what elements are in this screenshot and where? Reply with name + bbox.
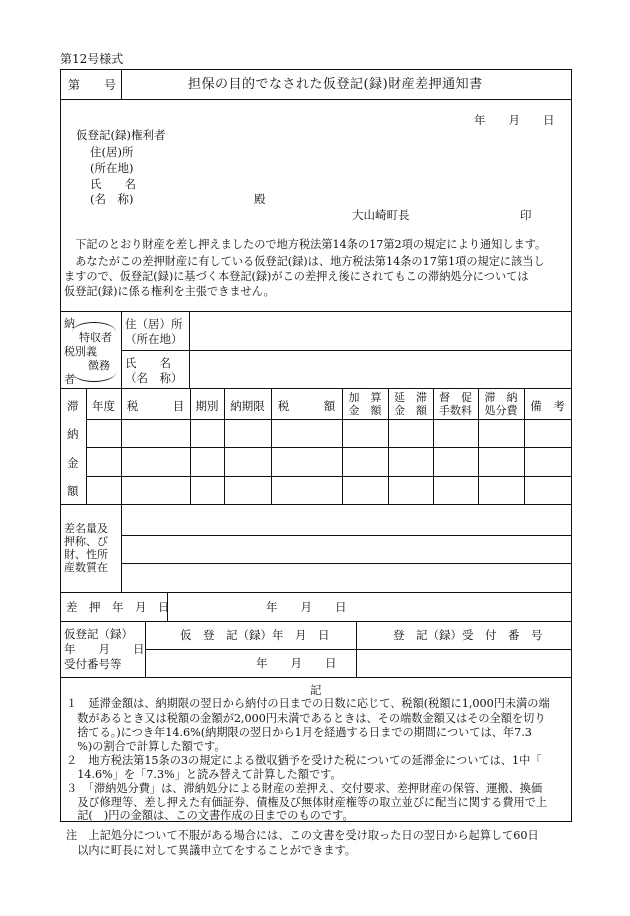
seized-property-label: 押称、び bbox=[64, 535, 108, 548]
taxpayer-label: 徴務 bbox=[88, 359, 110, 372]
taxpayer-label: 税別義 bbox=[64, 345, 97, 358]
note-line: ２ 地方税法第15条の3の規定による徴収猶予を受けた税についての延滞金については、1中「 bbox=[66, 754, 542, 767]
column-header: 督 促 手数料 bbox=[439, 391, 472, 417]
footer-note: 注 上記処分について不服がある場合には、この文書を受け取った日の翌日から起算して60日 bbox=[66, 829, 539, 842]
arrears-side-label: 金 bbox=[67, 456, 79, 470]
column-header: 滞 納 処分費 bbox=[484, 391, 518, 417]
note-line: %)の割合で計算した額です。 bbox=[66, 740, 226, 753]
divider bbox=[86, 419, 571, 420]
column-header: 年度 bbox=[92, 399, 115, 413]
arrears-side-label: 額 bbox=[67, 484, 79, 498]
divider bbox=[61, 388, 571, 389]
notes-title: 記 bbox=[310, 683, 322, 697]
rightsholder-label: 仮登記(録)権利者 bbox=[76, 128, 166, 142]
body-line: 仮登記(録)に係る権利を主張できません。 bbox=[64, 285, 275, 298]
taxpayer-name-label: 氏 名 bbox=[125, 356, 171, 370]
divider bbox=[61, 99, 571, 100]
provisional-date-header: 仮 登 記（録）年 月 日 bbox=[180, 628, 330, 642]
divider bbox=[121, 563, 571, 564]
body-line: 下記のとおり財産を差し押えましたので地方税法第14条の17第2項の規定により通知します。 bbox=[64, 238, 547, 251]
note-line: 捨てる。)につき年14.6%(納期限の翌日から1月を経過する日までの期間については、年7.3 bbox=[66, 726, 532, 739]
note-line: 14.6%」を「7.3%」と読み替えて計算した額です。 bbox=[66, 768, 342, 781]
divider bbox=[61, 621, 571, 622]
note-line: 記( )円の金額は、この文書作成の日までのものです。 bbox=[66, 809, 354, 822]
registration-number-header: 登 記（録）受 付 番 号 bbox=[393, 628, 543, 642]
location-label: (所在地) bbox=[90, 161, 134, 175]
divider bbox=[61, 677, 571, 678]
name-label: 氏 名 bbox=[90, 177, 136, 191]
document-title: 担保の目的でなされた仮登記(録)財産差押通知書 bbox=[188, 77, 483, 92]
divider bbox=[61, 311, 571, 312]
divider bbox=[86, 447, 571, 448]
issuer-name: 大山崎町長 bbox=[352, 208, 410, 222]
footer-note: 以内に町長に対して異議申立てをすることができます。 bbox=[66, 844, 356, 857]
divider bbox=[145, 649, 571, 650]
corp-name-label: (名 称) bbox=[90, 192, 134, 206]
seal-mark: 印 bbox=[520, 208, 532, 222]
arrears-side-label: 納 bbox=[67, 427, 79, 441]
taxpayer-address-label: 住（居）所 bbox=[125, 317, 183, 331]
column-header: 税 額 bbox=[277, 399, 336, 413]
column-header: 税 目 bbox=[126, 399, 185, 413]
arrears-side-label: 滞 bbox=[67, 399, 79, 413]
taxpayer-label: 納 bbox=[64, 317, 75, 330]
issue-date: 年 月 日 bbox=[474, 113, 555, 127]
provisional-label: 受付番号等 bbox=[64, 657, 122, 671]
taxpayer-label: 特収者 bbox=[79, 331, 112, 344]
column-header: 期別 bbox=[195, 399, 219, 413]
provisional-date-value: 年 月 日 bbox=[256, 656, 337, 670]
taxpayer-label: 者 bbox=[64, 373, 75, 386]
seized-property-label: 財、性所 bbox=[64, 548, 108, 561]
divider bbox=[61, 592, 571, 593]
form-number-label: 第12号様式 bbox=[60, 52, 124, 66]
column-header: 加 算 金 額 bbox=[348, 391, 382, 417]
note-line: 及び修理等、差し押えた有価証券、債権及び無体財産権等の取立並びに配当に関する費用で上 bbox=[66, 796, 548, 809]
note-line: １ 延滞金額は、納期限の翌日から納付の日までの日数に応じて、税額(税額に1,000円未満の端 bbox=[66, 697, 550, 710]
honorific: 殿 bbox=[254, 192, 266, 206]
seizure-date-label: 差 押 年 月 日 bbox=[66, 600, 170, 614]
body-line: あなたがこの差押財産に有している仮登記(録)は、地方税法第14条の17第1項の規定に該当し bbox=[64, 255, 545, 268]
divider bbox=[121, 535, 571, 536]
body-line: ますので、仮登記(録)に基づく本登記(録)がこの差押え後にされてもこの滞納処分については bbox=[64, 270, 529, 283]
seized-property-label: 差名量及 bbox=[64, 522, 108, 535]
seized-property-label: 産数質在 bbox=[64, 561, 108, 574]
divider bbox=[86, 476, 571, 477]
divider bbox=[121, 350, 571, 351]
column-header: 延 滞 金 額 bbox=[394, 391, 427, 417]
column-header: 備 考 bbox=[530, 399, 565, 413]
address-label: 住(居)所 bbox=[90, 145, 134, 159]
divider bbox=[121, 504, 122, 592]
provisional-label: 仮登記（録） bbox=[64, 627, 133, 641]
divider bbox=[61, 504, 571, 505]
note-line: 数があるとき又は税額の金額が2,000円未満であるときは、その端数金額又はその全額を切り bbox=[66, 712, 546, 725]
divider bbox=[121, 70, 122, 99]
provisional-label: 年 月 日 bbox=[64, 642, 145, 656]
taxpayer-location-label: （所在地） bbox=[125, 332, 183, 346]
document-number-label: 第 号 bbox=[68, 78, 117, 92]
seizure-date-value: 年 月 日 bbox=[266, 600, 347, 614]
taxpayer-corp-label: （名 称） bbox=[125, 371, 183, 385]
column-header: 納期限 bbox=[230, 399, 265, 413]
note-line: ３ 「滞納処分費」は、滞納処分による財産の差押え、交付要求、差押財産の保管、運搬、換価 bbox=[66, 782, 543, 795]
